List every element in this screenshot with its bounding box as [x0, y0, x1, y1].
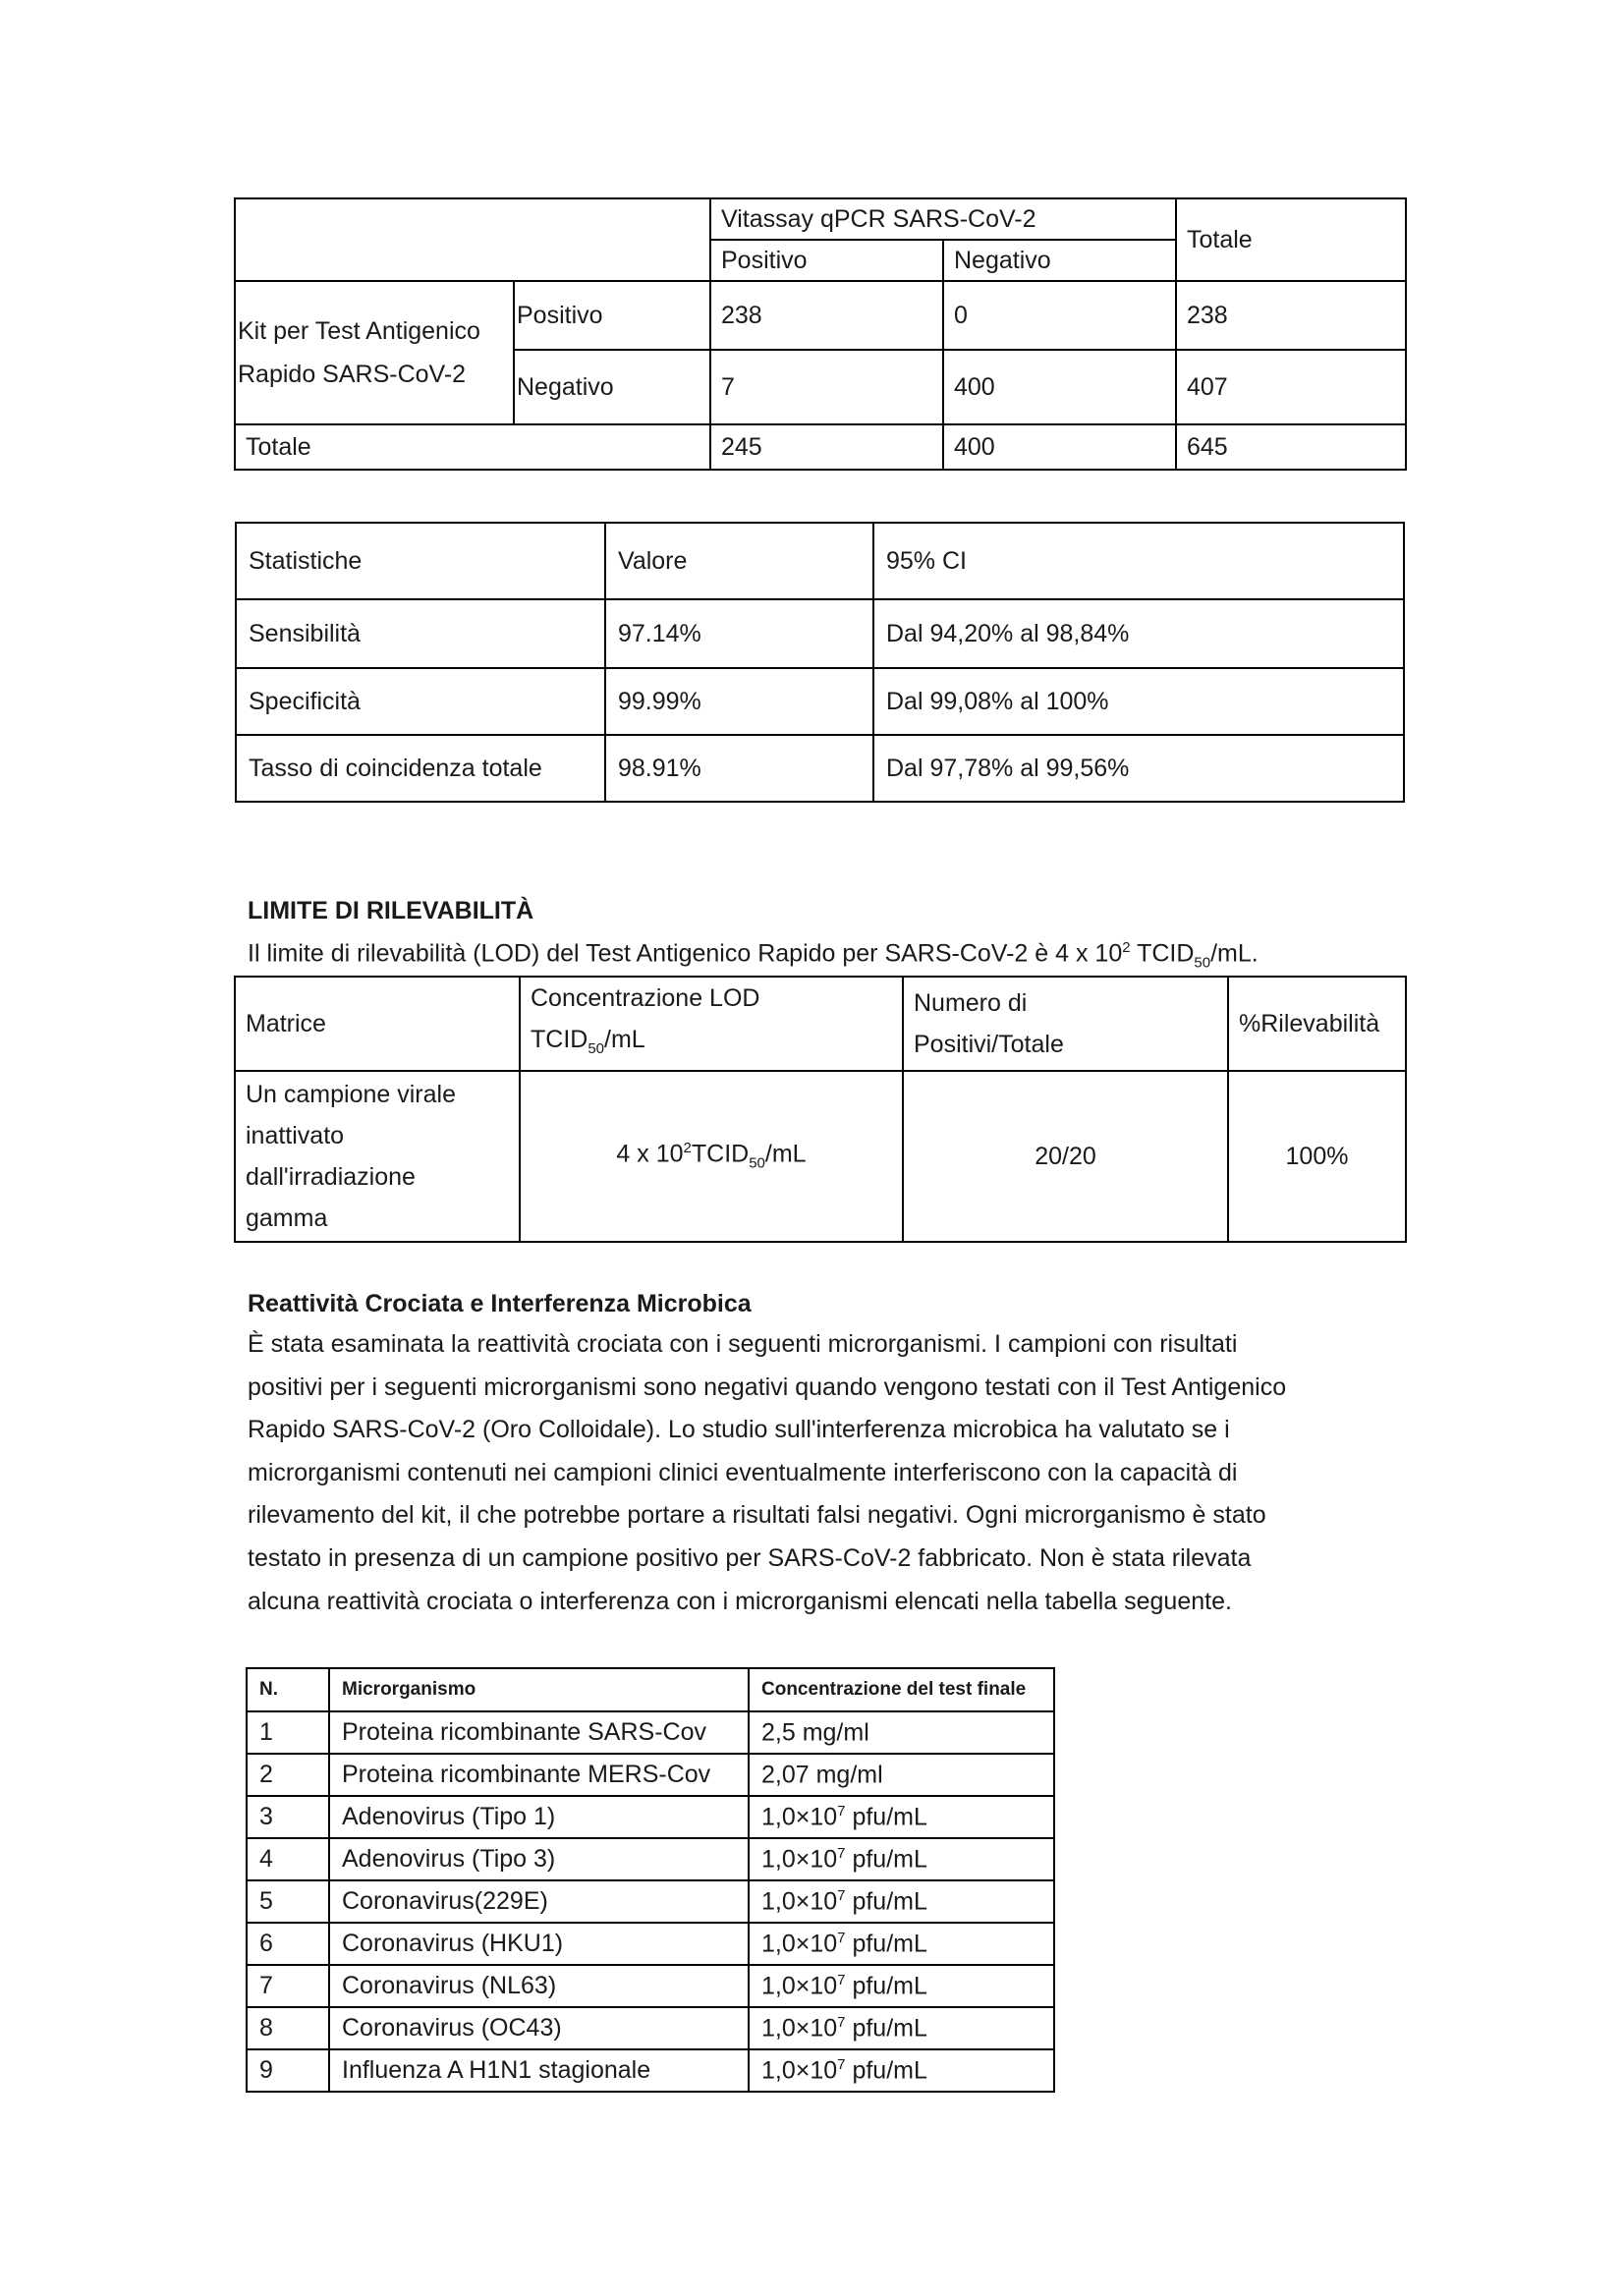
unit-part: /mL [604, 1026, 645, 1053]
stats-cell: Sensibilità [236, 599, 605, 668]
concentration-cell [749, 1880, 1054, 1923]
row-number: 6 [247, 1923, 329, 1965]
lod-text-sup: 2 [1122, 939, 1131, 956]
conc-sup: 2 [683, 1140, 692, 1157]
table-row [247, 2007, 1054, 2049]
header-line: Concentrazione LOD [531, 984, 760, 1012]
concentration-cell [749, 1965, 1054, 2007]
stats-cell: 97.14% [605, 599, 873, 668]
stats-cell: Dal 99,08% al 100% [873, 668, 1404, 735]
paragraph-line: positivi per i seguenti microrganismi sono negativi quando vengono testati con il Test Antigenico [248, 1372, 1287, 1401]
row-number: 9 [247, 2049, 329, 2092]
stats-cell: Dal 97,78% al 99,56% [873, 735, 1404, 802]
microorganism-name: Adenovirus (Tipo 1) [329, 1796, 749, 1838]
kit-label-line: Rapido SARS-CoV-2 [238, 361, 467, 388]
micro-header: Concentrazione del test finale [749, 1668, 1054, 1711]
lod-matrice-cell [235, 1071, 520, 1242]
conc-part: /mL [764, 1140, 807, 1168]
conc-value: 1,0×10 [761, 2014, 838, 2043]
concentration-cell [749, 2007, 1054, 2049]
lod-count-cell: 20/20 [903, 1071, 1228, 1242]
micro-header: N. [247, 1668, 329, 1711]
cell-value: 400 [943, 424, 1176, 470]
table-row [247, 1754, 1054, 1796]
table-row [247, 1923, 1054, 1965]
cell-value: 245 [710, 424, 943, 470]
conc-unit: pfu/mL [845, 1845, 927, 1874]
lod-table [234, 976, 1407, 1243]
conc-unit: pfu/mL [845, 1972, 927, 2000]
ref-test-header: Vitassay qPCR SARS-CoV-2 [710, 198, 1176, 240]
kit-label-cell [235, 281, 514, 424]
row-label-positive: Positivo [514, 281, 710, 350]
kit-label-line: Kit per Test Antigenico [238, 317, 480, 345]
conc-part: TCID [691, 1140, 750, 1168]
concentration-cell [749, 1796, 1054, 1838]
unit-sub: 50 [588, 1040, 605, 1057]
conc-exp: 7 [837, 1886, 846, 1904]
row-number: 2 [247, 1754, 329, 1796]
concentration-cell [749, 1838, 1054, 1880]
conc-unit: pfu/mL [845, 2014, 927, 2043]
microorganism-table [246, 1667, 1055, 2093]
lod-text-sub: 50 [1194, 954, 1211, 972]
cell-value: 238 [710, 281, 943, 350]
stats-cell: Dal 94,20% al 98,84% [873, 599, 1404, 668]
lod-description [248, 939, 1259, 971]
conc-value: 2,5 mg/ml [761, 1718, 869, 1747]
microorganism-name: Influenza A H1N1 stagionale [329, 2049, 749, 2092]
lod-text-part: TCID [1130, 939, 1195, 968]
microorganism-name: Coronavirus (NL63) [329, 1965, 749, 2007]
lod-header-concentration [520, 977, 903, 1071]
paragraph-line: testato in presenza di un campione positivo per SARS-CoV-2 fabbricato. Non è stata rilevata [248, 1543, 1252, 1572]
stats-header: Valore [605, 523, 873, 599]
conc-value: 1,0×10 [761, 2056, 838, 2085]
lod-section-title: LIMITE DI RILEVABILITÀ [248, 897, 534, 924]
microorganism-name: Coronavirus (HKU1) [329, 1923, 749, 1965]
microorganism-name: Proteina ricombinante MERS-Cov [329, 1754, 749, 1796]
table-row [247, 1880, 1054, 1923]
row-number: 4 [247, 1838, 329, 1880]
stats-header: 95% CI [873, 523, 1404, 599]
conc-value: 1,0×10 [761, 1803, 838, 1831]
paragraph-line: alcuna reattività crociata o interferenza con i microrganismi elencati nella tabella seguente. [248, 1587, 1232, 1615]
cross-reactivity-title: Reattività Crociata e Interferenza Microbica [248, 1290, 752, 1317]
conc-value: 1,0×10 [761, 1845, 838, 1874]
microorganism-name: Adenovirus (Tipo 3) [329, 1838, 749, 1880]
lod-header-matrice: Matrice [235, 977, 520, 1071]
conc-exp: 7 [837, 2055, 846, 2073]
concentration-cell [749, 1711, 1054, 1754]
cell-value: 0 [943, 281, 1176, 350]
microorganism-name: Proteina ricombinante SARS-Cov [329, 1711, 749, 1754]
total-header: Totale [1176, 198, 1406, 281]
microorganism-name: Coronavirus (OC43) [329, 2007, 749, 2049]
row-number: 3 [247, 1796, 329, 1838]
negative-header: Negativo [943, 240, 1176, 281]
paragraph-line: Rapido SARS-CoV-2 (Oro Colloidale). Lo studio sull'interferenza microbica ha valutato se i [248, 1416, 1230, 1444]
stats-header: Statistiche [236, 523, 605, 599]
stats-cell: 98.91% [605, 735, 873, 802]
conc-value: 2,07 mg/ml [761, 1761, 883, 1789]
conc-unit: pfu/mL [845, 1930, 927, 1958]
lod-concentration-cell [520, 1071, 903, 1242]
stats-cell: Specificità [236, 668, 605, 735]
lod-header-count [903, 977, 1228, 1071]
header-line [531, 1019, 892, 1070]
micro-header: Microrganismo [329, 1668, 749, 1711]
row-label-negative: Negativo [514, 350, 710, 424]
empty-corner-cell [235, 198, 710, 281]
concentration-cell [749, 2049, 1054, 2092]
cross-reactivity-paragraph [248, 1323, 1387, 1623]
conc-value: 1,0×10 [761, 1887, 838, 1916]
results-contingency-table [234, 197, 1407, 471]
matrice-line: inattivato [246, 1122, 345, 1149]
unit-part: TCID [531, 1026, 588, 1053]
lod-text-part: /mL. [1210, 939, 1259, 968]
row-number: 8 [247, 2007, 329, 2049]
conc-exp: 7 [837, 1929, 846, 1946]
conc-exp: 7 [837, 1802, 846, 1820]
lod-detection-cell: 100% [1228, 1071, 1406, 1242]
header-line: Numero di [914, 989, 1028, 1017]
table-row [247, 1965, 1054, 2007]
concentration-cell [749, 1923, 1054, 1965]
statistics-table [235, 522, 1405, 803]
cell-value: 407 [1176, 350, 1406, 424]
header-line: Positivi/Totale [914, 1031, 1064, 1058]
cell-value: 645 [1176, 424, 1406, 470]
lod-text-part: Il limite di rilevabilità (LOD) del Test Antigenico Rapido per SARS-CoV-2 è 4 x 10 [248, 939, 1123, 968]
matrice-line: dall'irradiazione [246, 1163, 416, 1191]
conc-unit: pfu/mL [845, 1887, 927, 1916]
row-number: 1 [247, 1711, 329, 1754]
stats-cell: Tasso di coincidenza totale [236, 735, 605, 802]
conc-exp: 7 [837, 1971, 846, 1988]
paragraph-line: È stata esaminata la reattività crociata con i seguenti microrganismi. I campioni con risultati [248, 1330, 1238, 1358]
matrice-line: gamma [246, 1204, 328, 1232]
conc-unit: pfu/mL [845, 1803, 927, 1831]
table-row [247, 1838, 1054, 1880]
row-number: 7 [247, 1965, 329, 2007]
row-label-total: Totale [235, 424, 710, 470]
stats-cell: 99.99% [605, 668, 873, 735]
row-number: 5 [247, 1880, 329, 1923]
conc-part: 4 x 10 [616, 1140, 684, 1168]
conc-sub: 50 [749, 1154, 765, 1172]
conc-value: 1,0×10 [761, 1972, 838, 2000]
matrice-line: Un campione virale [246, 1081, 456, 1108]
paragraph-line: microrganismi contenuti nei campioni clinici eventualmente interferiscono con la capacità di [248, 1458, 1238, 1486]
conc-exp: 7 [837, 2013, 846, 2031]
conc-value: 1,0×10 [761, 1930, 838, 1958]
cell-value: 7 [710, 350, 943, 424]
microorganism-name: Coronavirus(229E) [329, 1880, 749, 1923]
lod-header-detection: %Rilevabilità [1228, 977, 1406, 1071]
table-row [247, 1796, 1054, 1838]
conc-exp: 7 [837, 1844, 846, 1862]
cell-value: 238 [1176, 281, 1406, 350]
table-row [247, 1711, 1054, 1754]
concentration-cell [749, 1754, 1054, 1796]
table-row [247, 2049, 1054, 2092]
positive-header: Positivo [710, 240, 943, 281]
paragraph-line: rilevamento del kit, il che potrebbe portare a risultati falsi negativi. Ogni microrganismo è stato [248, 1501, 1266, 1530]
cell-value: 400 [943, 350, 1176, 424]
conc-unit: pfu/mL [845, 2056, 927, 2085]
